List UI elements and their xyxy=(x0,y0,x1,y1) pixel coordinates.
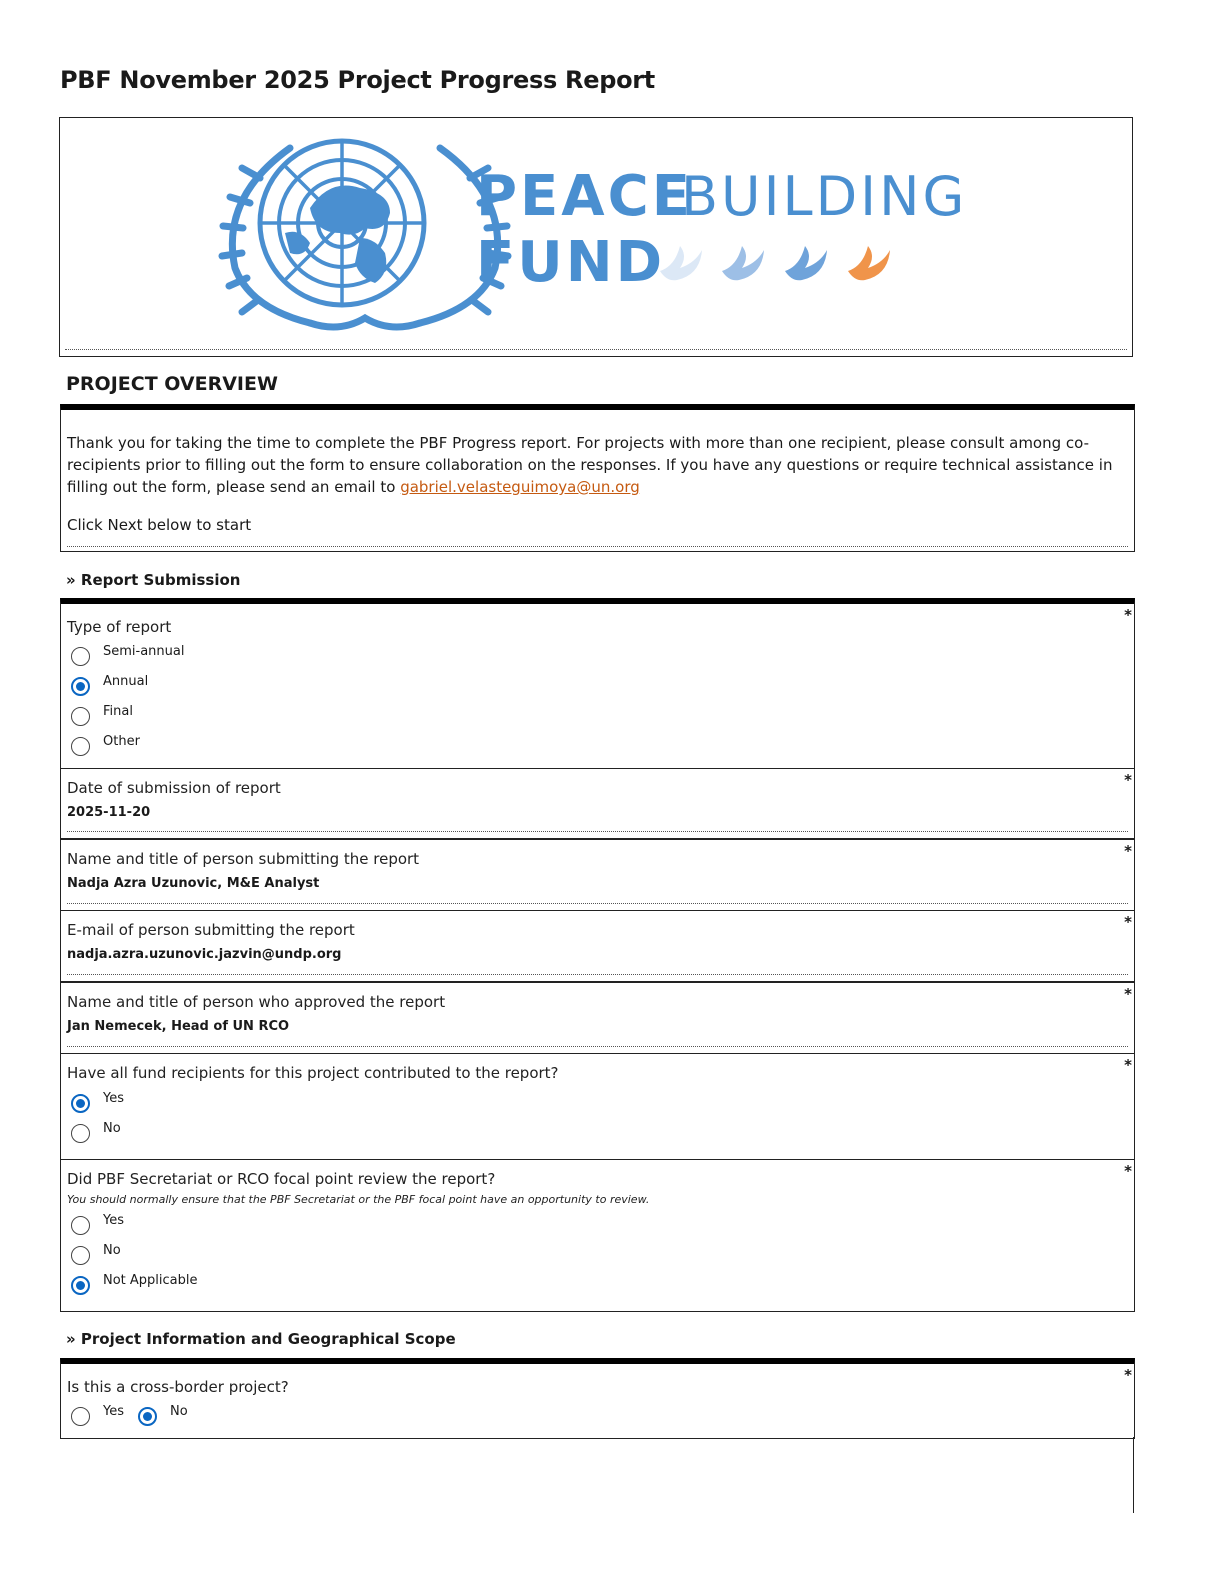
un-emblem-icon xyxy=(222,141,508,327)
required-mark: * xyxy=(1124,771,1132,789)
option-label: Not Applicable xyxy=(103,1273,198,1288)
required-mark: * xyxy=(1124,985,1132,1003)
option-label: Semi-annual xyxy=(103,644,185,659)
logo-banner xyxy=(59,117,1133,357)
answer-submitter-email: nadja.azra.uzunovic.jazvin@undp.org xyxy=(67,947,342,962)
question-label: Name and title of person submitting the report xyxy=(67,850,420,868)
intro-paragraph: Thank you for taking the time to complete the PBF Progress report. For projects with more than one recipient, please consult among co-recipients prior to filling out the form to ensure collaboration on the responses. If you have any questions or require technical assistance in filling out the form, please send an email to xyxy=(67,434,1113,496)
start-instruction: Click Next below to start xyxy=(67,516,252,534)
logo-fund-text: FUND xyxy=(476,230,666,295)
intro-text xyxy=(67,432,1117,498)
radio-button-selected[interactable] xyxy=(71,677,90,696)
radio-button[interactable] xyxy=(71,1124,90,1143)
page-border-line xyxy=(1133,1437,1134,1513)
option-label: Annual xyxy=(103,674,149,689)
radio-button[interactable] xyxy=(71,1216,90,1235)
option-label: No xyxy=(170,1404,188,1419)
option-label: Yes xyxy=(103,1091,124,1106)
dove-icon xyxy=(848,246,890,280)
section-heading-project-information: » Project Information and Geographical Scope xyxy=(66,1330,456,1348)
question-all-recipients-contributed xyxy=(60,1053,1135,1160)
question-cross-border xyxy=(60,1358,1135,1439)
section-heading-project-overview: PROJECT OVERVIEW xyxy=(66,373,278,395)
required-mark: * xyxy=(1124,913,1132,931)
radio-button[interactable] xyxy=(71,647,90,666)
logo-peace-text: PEACE xyxy=(476,164,693,229)
radio-button-selected[interactable] xyxy=(71,1276,90,1295)
question-label: Have all fund recipients for this project contributed to the report? xyxy=(67,1064,559,1082)
required-mark: * xyxy=(1124,842,1132,860)
question-type-of-report xyxy=(60,598,1135,769)
option-label: No xyxy=(103,1121,121,1136)
contact-email-link[interactable]: gabriel.velasteguimoya@un.org xyxy=(400,478,640,496)
option-label: Yes xyxy=(103,1213,124,1228)
required-mark: * xyxy=(1124,1162,1132,1180)
question-approver xyxy=(60,982,1135,1054)
dove-icon xyxy=(660,246,702,280)
dove-icon xyxy=(722,246,764,280)
question-label: Did PBF Secretariat or RCO focal point review the report? xyxy=(67,1170,496,1188)
intro-panel xyxy=(60,404,1135,552)
question-label: Is this a cross-border project? xyxy=(67,1378,289,1396)
peacebuilding-fund-logo xyxy=(60,118,1134,358)
question-date-of-submission xyxy=(60,768,1135,839)
question-secretariat-review xyxy=(60,1159,1135,1312)
option-label: Final xyxy=(103,704,133,719)
required-mark: * xyxy=(1124,1056,1132,1074)
radio-button-selected[interactable] xyxy=(138,1407,157,1426)
answer-approver: Jan Nemecek, Head of UN RCO xyxy=(67,1019,290,1034)
radio-button[interactable] xyxy=(71,707,90,726)
answer-date: 2025-11-20 xyxy=(67,805,151,820)
question-hint: You should normally ensure that the PBF Secretariat or the PBF focal point have an opportunity to review. xyxy=(67,1193,650,1206)
option-label: Yes xyxy=(103,1404,124,1419)
question-submitter-name xyxy=(60,839,1135,911)
required-mark: * xyxy=(1124,606,1132,624)
radio-button-selected[interactable] xyxy=(71,1094,90,1113)
page-title: PBF November 2025 Project Progress Report xyxy=(60,66,655,94)
question-label: Type of report xyxy=(67,618,172,636)
option-label: No xyxy=(103,1243,121,1258)
question-label: Date of submission of report xyxy=(67,779,281,797)
logo-building-text: BUILDING xyxy=(681,165,968,228)
dove-icon xyxy=(785,246,827,280)
question-label: E-mail of person submitting the report xyxy=(67,921,355,939)
question-label: Name and title of person who approved the report xyxy=(67,993,446,1011)
radio-button[interactable] xyxy=(71,1246,90,1265)
answer-submitter-name: Nadja Azra Uzunovic, M&E Analyst xyxy=(67,876,320,891)
radio-button[interactable] xyxy=(71,1407,90,1426)
section-heading-report-submission: » Report Submission xyxy=(66,571,241,589)
question-submitter-email xyxy=(60,910,1135,982)
option-label: Other xyxy=(103,734,140,749)
required-mark: * xyxy=(1124,1366,1132,1384)
radio-button[interactable] xyxy=(71,737,90,756)
